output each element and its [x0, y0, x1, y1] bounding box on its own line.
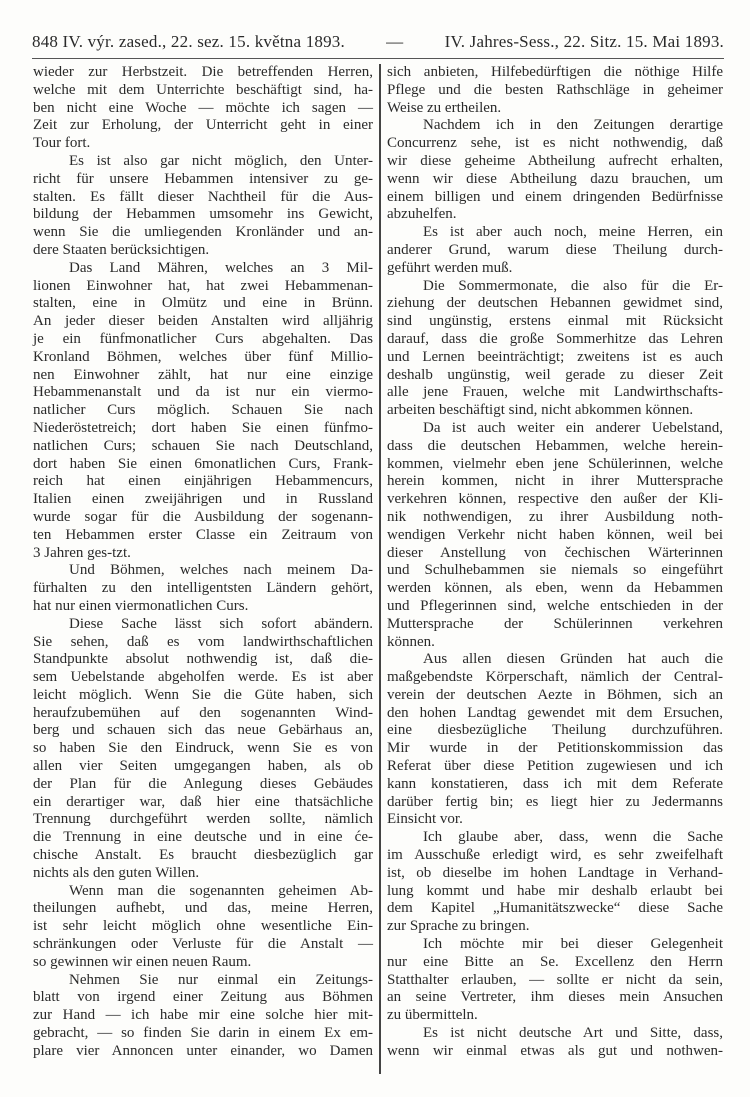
text-line: blatt von irgend einer Zeitung aus Böhmen — [33, 989, 373, 1006]
text-line: ist, ob dieselbe im hohen Landtage in Verhand- — [387, 864, 723, 881]
text-line: und Schulhebammen sie niemals so eingeführt — [387, 562, 723, 579]
paragraph — [33, 64, 373, 153]
text-line: natlicher Curs möglich. Schauen Sie nach — [33, 402, 373, 419]
text-line: so haben Sie den Eindruck, wenn Sie es von — [33, 740, 373, 757]
text-line: nen Einwohner zählt, hat nur eine einzige — [33, 366, 373, 383]
text-line: Wenn man die sogenannten geheimen Ab- — [69, 882, 373, 899]
paragraph — [33, 562, 373, 615]
text-line: Aus allen diesen Gründen hat auch die — [423, 651, 723, 668]
paragraph — [387, 117, 723, 224]
text-line: Tour fort. — [33, 135, 91, 152]
text-line: werden können, als eben, wenn da Hebammen — [387, 580, 723, 597]
text-line: arbeiten beschäftigt sind, nicht abkommen können. — [387, 402, 694, 419]
paragraph — [33, 153, 373, 260]
text-line: leicht möglich. Wenn Sie die Güte haben, sich — [33, 686, 373, 703]
text-line: zur Hand — ich habe mir eine solche hier mit- — [33, 1007, 373, 1024]
paragraph — [33, 260, 373, 563]
text-line: heraufzubemühen auf den sogenannten Wind- — [33, 704, 373, 721]
paragraph — [387, 936, 723, 1025]
text-line: wenn wir diese Abtheilung dazu brauchen, um — [387, 170, 723, 187]
header-german: IV. Jahres-Sess., 22. Sitz. 15. Mai 1893. — [444, 32, 724, 51]
text-line: darauf, dass die große Sommerhitze das Lehren — [387, 330, 723, 347]
paragraph — [387, 224, 723, 277]
text-line: Referat über diese Petition zugewiesen und ich — [387, 758, 723, 775]
header-separator: — — [386, 32, 404, 51]
text-line: Es ist nicht deutsche Art und Sitte, dass, — [423, 1025, 723, 1042]
text-line: alle jene Frauen, welche mit Landwirthschafts- — [387, 384, 723, 401]
text-line: zur Sprache zu bringen. — [387, 918, 530, 935]
text-line: Ich glaube aber, dass, wenn die Sache — [423, 829, 723, 846]
text-line: Das Land Mähren, welches an 3 Mil- — [69, 259, 373, 276]
paragraph — [387, 651, 723, 829]
text-line: Kronland Böhmen, welches über fünf Millio- — [33, 348, 373, 365]
text-line: der Plan für die Anlegung dieses Gebäudes — [33, 775, 373, 792]
text-line: berg und schauen sich das neue Gebärhaus an, — [33, 722, 373, 739]
text-line: und Lernen beeinträchtigt; zweitens ist es auch — [387, 348, 723, 365]
text-line: Die Sommermonate, die also für die Er- — [423, 277, 723, 294]
text-line: ist sehr leicht möglich ohne wesentliche Ein- — [33, 918, 373, 935]
text-line: nik nothwendigen, zu ihrer Ausbildung noth- — [387, 508, 723, 525]
left-column — [33, 64, 373, 1061]
text-line: dem Kapitel „Humanitätszwecke“ diese Sache — [387, 900, 723, 917]
paragraph — [33, 616, 373, 883]
text-line: ten Hebammen erster Classe ein Zeitraum von — [33, 526, 373, 543]
text-line: schränkungen oder Verluste für die Anstalt — — [33, 936, 373, 953]
text-line: deshalb ungünstig, weil gerade zu dieser Zeit — [387, 366, 723, 383]
text-line: fürhalten zu den intelligentsten Ländern gehört, — [33, 580, 373, 597]
text-line: dass die deutschen Hebammen, welche herein- — [387, 437, 723, 454]
text-line: verein der deutschen Aezte in Böhmen, sich an — [387, 686, 723, 703]
text-line: lionen Einwohner hat, hat zwei Hebammenan- — [33, 277, 373, 294]
text-line: Es ist also gar nicht möglich, den Unter- — [69, 152, 373, 169]
text-line: sind ungünstig, erstens einmal mit Rücksicht — [387, 313, 723, 330]
paragraph — [387, 278, 723, 420]
text-line: herein kommen, nicht in ihrer Muttersprache — [387, 473, 723, 490]
text-line: zu übermitteln. — [387, 1007, 478, 1024]
text-line: lung kommt und habe mir deshalb erlaubt bei — [387, 882, 723, 899]
text-line: kann konstatieren, dass ich mit dem Referate — [387, 775, 723, 792]
text-line: verkehren können, respective den außer der Kli- — [387, 491, 723, 508]
text-line: dieser Anstellung von čechischen Wärterinnen — [387, 544, 723, 561]
paragraph — [33, 972, 373, 1061]
text-line: welche mit dem Unterrichte beschäftigt sind, ha- — [33, 81, 373, 98]
text-line: An jeder dieser beiden Anstalten wird alljährig — [33, 313, 373, 330]
text-line: geführt werden muß. — [387, 259, 513, 276]
text-line: so gewinnen wir einen neuen Raum. — [33, 953, 252, 970]
text-line: Pflege und die besten Rathschläge in geheimer — [387, 81, 723, 98]
text-line: anderer Grund, warum diese Theilung durch- — [387, 241, 723, 258]
text-line: und Pflegerinnen sind, welche entschieden in der — [387, 597, 723, 614]
text-line: Weise zu ertheilen. — [387, 99, 502, 116]
paragraph — [387, 1025, 723, 1061]
paragraph — [387, 829, 723, 936]
text-line: Standpunkte absolut nothwendig ist, daß die- — [33, 651, 373, 668]
text-line: Hebammenanstalt und da ist nur ein viermo- — [33, 384, 373, 401]
text-line: 3 Jahren ges-tzt. — [33, 544, 131, 561]
text-line: den hohen Landtag gewendet mit dem Ersuchen, — [387, 704, 723, 721]
text-line: Nachdem ich in den Zeitungen derartige — [423, 117, 723, 134]
running-header — [32, 28, 724, 56]
text-line: ben nicht eine Woche — möchte ich sagen — — [33, 99, 373, 116]
text-line: wieder zur Herbstzeit. Die betreffenden Herren, — [33, 64, 373, 80]
text-line: dort haben Sie einen 6monatlichen Curs, Frank- — [33, 455, 373, 472]
text-line: natlichen Curs; schauen Sie nach Deutschland, — [33, 437, 373, 454]
paragraph — [387, 64, 723, 117]
text-line: darüber fertig bin; es liegt hier zu Jedermanns — [387, 793, 723, 810]
text-line: eine diesbezügliche Theilung durchzuführen. — [387, 722, 723, 739]
text-line: maßgebendste Körperschaft, nämlich der Central- — [387, 669, 723, 686]
text-line: Mir wurde in der Petitionskommission das — [387, 740, 723, 757]
text-line: wenn wir einmal etwas als gut und nothwen- — [387, 1042, 723, 1059]
text-line: wir diese geheime Abtheilung aufrecht erhalten, — [387, 152, 723, 169]
text-line: sich anbieten, Hilfebedürftigen die nöthige Hilfe — [387, 64, 723, 80]
text-line: Statthalter erlauben, — sollte er nicht da sein, — [387, 971, 723, 988]
text-line: wurde sogar für die Ausbildung der sogenann- — [33, 508, 373, 525]
text-line: an seine Vertreter, ihm dieses mein Ansuchen — [387, 989, 723, 1006]
text-line: kommen, vielmehr eben jene Schülerinnen, welche — [387, 455, 723, 472]
text-line: stalten, eine in Olmütz und eine in Brünn. — [33, 295, 373, 312]
paragraph — [387, 420, 723, 651]
text-line: Da ist auch weiter ein anderer Uebelstand, — [423, 419, 723, 436]
text-line: im Ausschuße erledigt wird, es sehr zweifelhaft — [387, 847, 723, 864]
text-line: Zeit zur Erholung, der Unterricht geht in einer — [33, 117, 373, 134]
text-line: chische Anstalt. Es braucht diesbezüglich gar — [33, 847, 373, 864]
text-line: Muttersprache der Schülerinnen verkehren — [387, 615, 723, 632]
text-line: Und Böhmen, welches nach meinem Da- — [69, 562, 373, 579]
text-line: Es ist aber auch noch, meine Herren, ein — [423, 224, 723, 241]
text-line: dere Staaten berücksichtigen. — [33, 241, 210, 258]
text-line: Niederöstetreich; dort haben Sie einen fünfmo- — [33, 419, 373, 436]
text-line: Concurrenz sehe, ist es nicht nothwendig, daß — [387, 135, 723, 152]
text-line: theilungen aufhebt, und das, meine Herren, — [33, 900, 373, 917]
text-line: die Trennung in eine deutsche und in eine će- — [33, 829, 373, 846]
text-line: können. — [387, 633, 435, 650]
text-line: stalten. Es fällt dieser Nachtheil für die Aus- — [33, 188, 373, 205]
text-line: Nehmen Sie nur einmal ein Zeitungs- — [69, 971, 373, 988]
text-line: reich hat einen einjährigen Hebammencurs, — [33, 473, 373, 490]
right-column — [387, 64, 723, 1061]
text-line: ein derartiger war, daß hier eine thatsächliche — [33, 793, 373, 810]
text-line: ziehung der deutschen Hebannen gewidmet sind, — [387, 295, 723, 312]
text-line: hat nur einen viermonatlichen Curs. — [33, 597, 249, 614]
text-line: Trennung durchgeführt werden sollte, nämlich — [33, 811, 373, 828]
paragraph — [33, 883, 373, 972]
text-line: je ein fünfmonatlicher Curs abgehalten. Das — [33, 330, 373, 347]
text-line: abzuhelfen. — [387, 206, 457, 223]
text-line: allen vier Seiten umgegangen haben, als ob — [33, 758, 373, 775]
column-divider — [379, 64, 381, 1074]
text-line: Sie sehen, daß es vom landwirthschaftlichen — [33, 633, 373, 650]
text-line: sem Uebelstande abgeholfen werde. Es ist aber — [33, 669, 373, 686]
header-czech: 848 IV. výr. zased., 22. sez. 15. května 1893. — [32, 32, 345, 51]
text-line: Einsicht vor. — [387, 811, 463, 828]
text-line: nichts als den guten Willen. — [33, 864, 200, 881]
text-line: Ich möchte mir bei dieser Gelegenheit — [423, 936, 723, 953]
text-line: wenn Sie die umliegenden Kronländer und an- — [33, 224, 373, 241]
header-rule — [32, 58, 724, 59]
text-line: einem billigen und einem dringenden Bedürfnisse — [387, 188, 723, 205]
text-line: bildung der Hebammen umsomehr ins Gewicht, — [33, 206, 373, 223]
text-line: nur eine Bitte an Se. Excellenz den Herrn — [387, 953, 723, 970]
text-line: wendigen Verkehr nicht haben können, weil bei — [387, 526, 723, 543]
text-line: plare vier Annoncen unter einander, wo Damen — [33, 1042, 373, 1059]
text-line: gebracht, — so finden Sie darin in einem Ex em- — [33, 1025, 373, 1042]
text-line: Italien einen zweijährigen und in Russland — [33, 491, 373, 508]
text-line: Diese Sache lässt sich sofort abändern. — [69, 615, 373, 632]
text-line: richt für unsere Hebammen intensiver zu ge- — [33, 170, 373, 187]
